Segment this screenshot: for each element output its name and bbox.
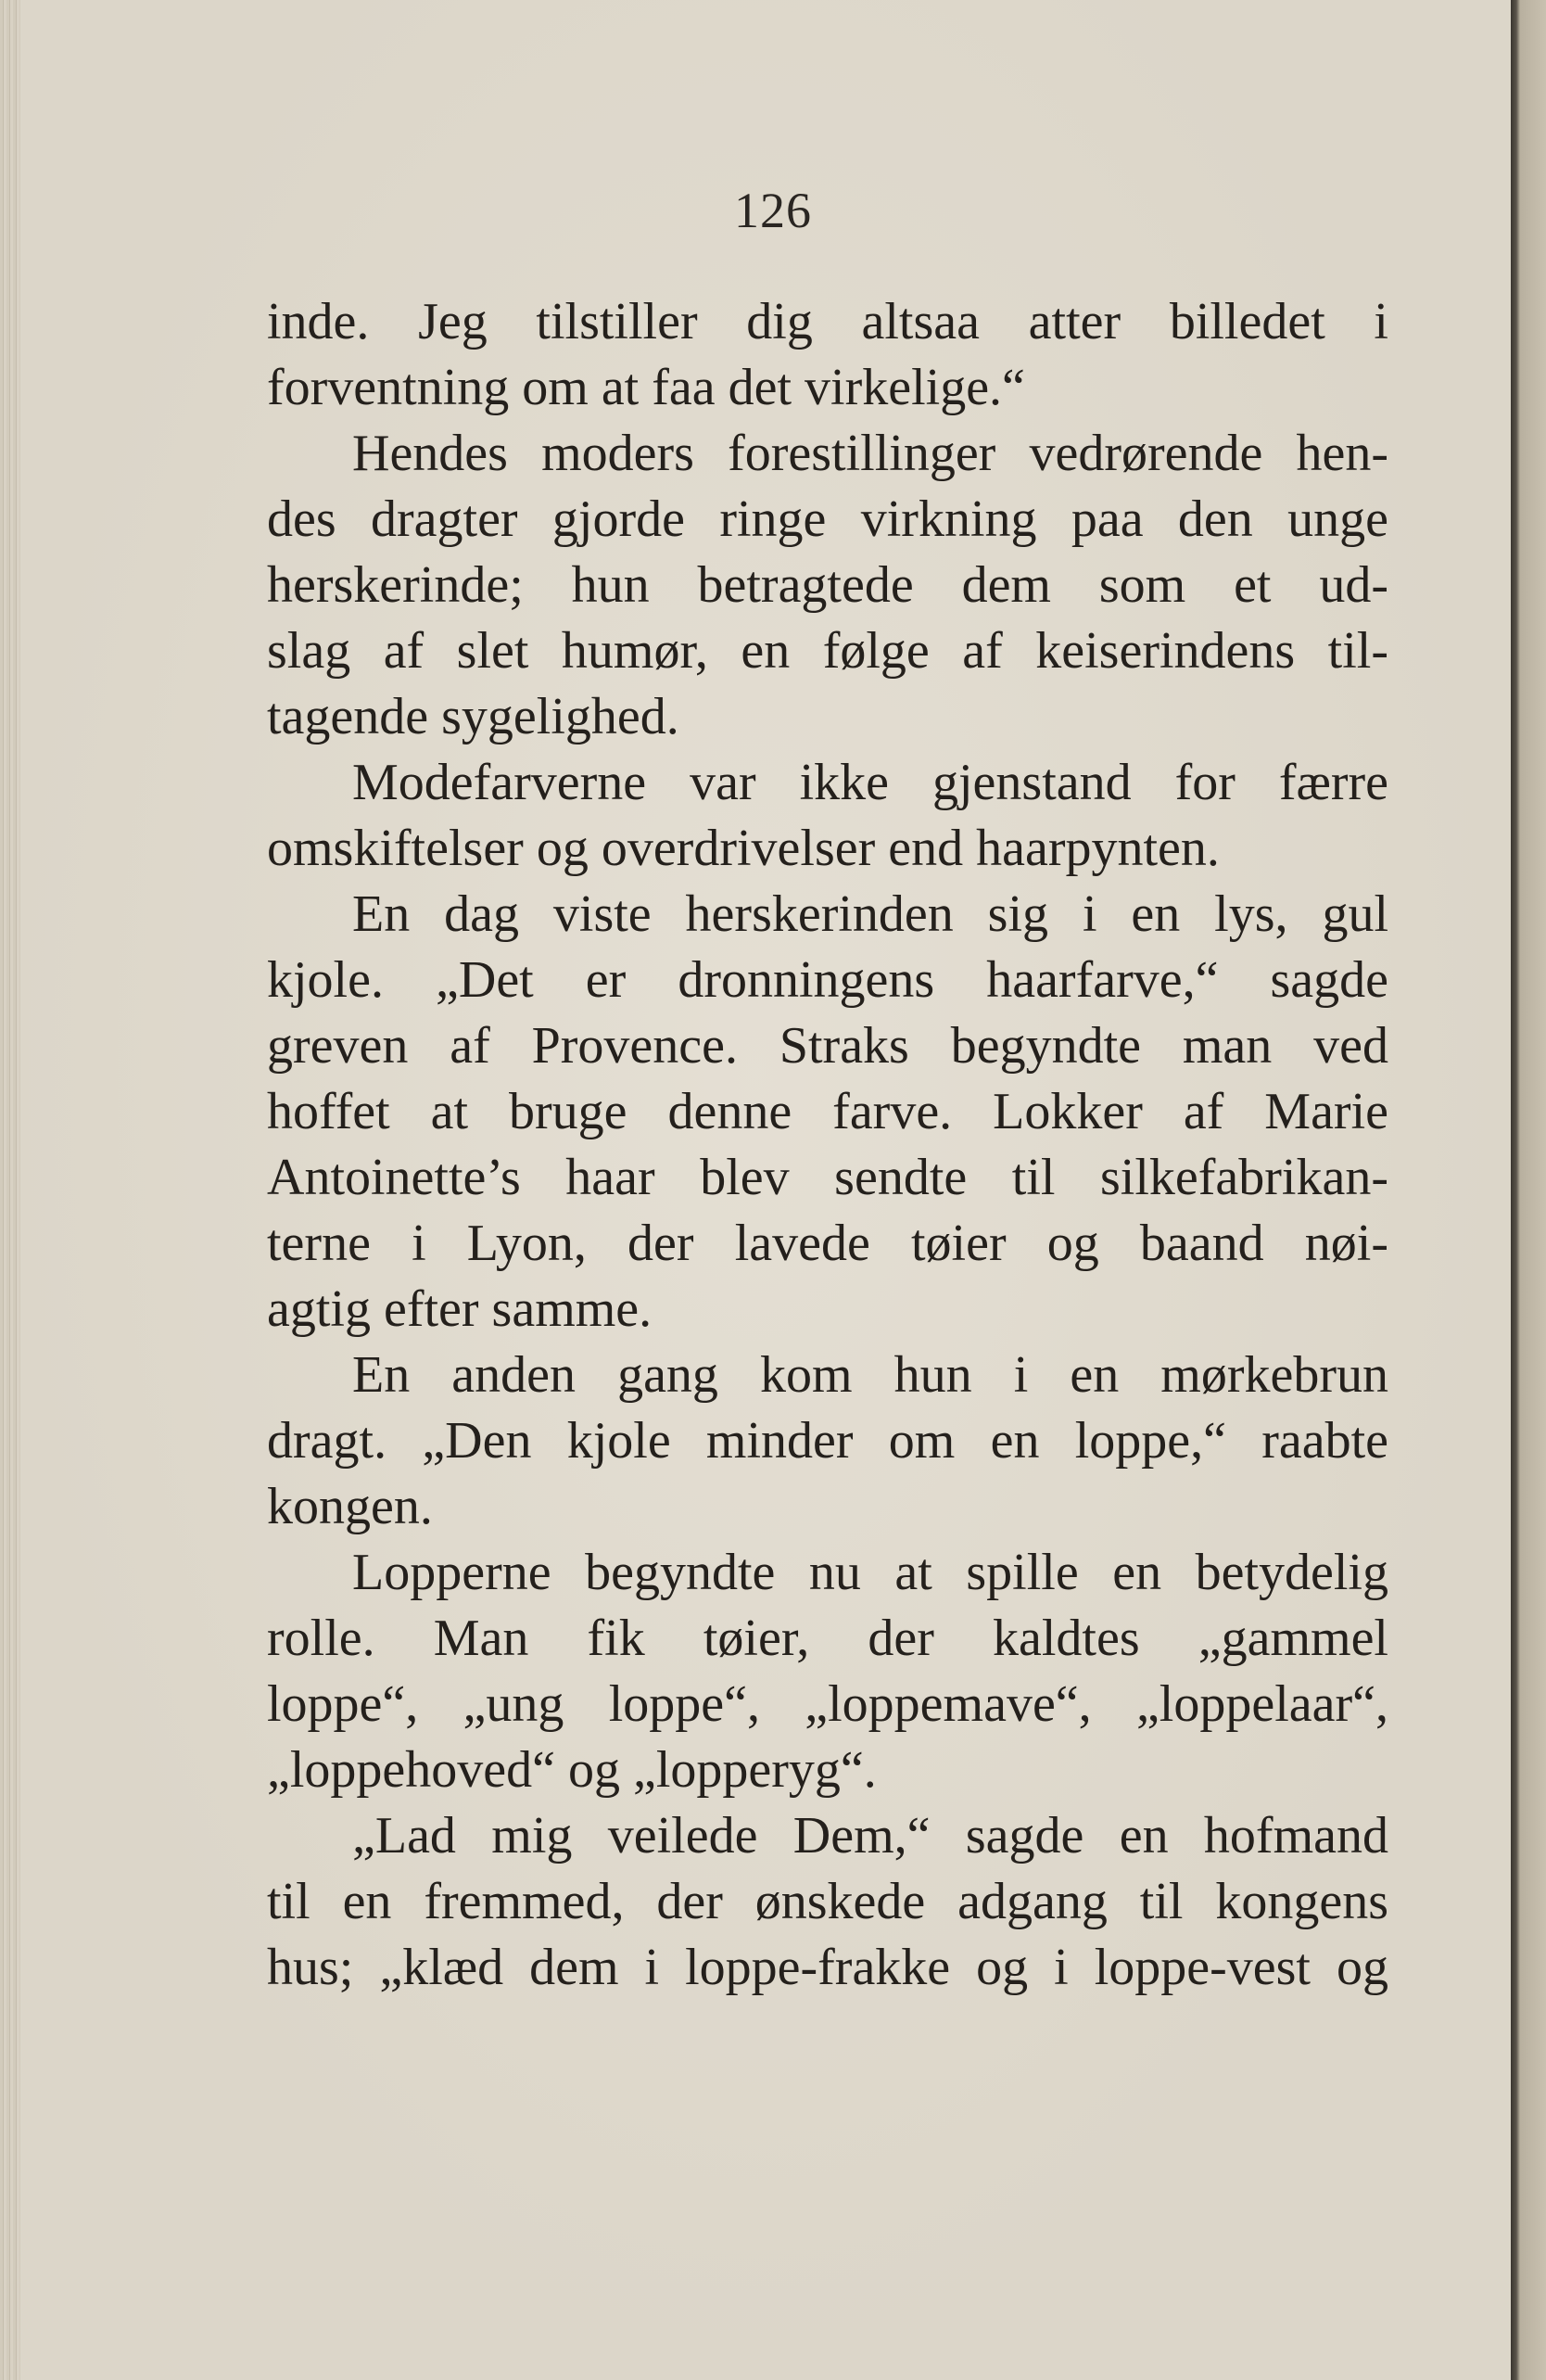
text-line: des dragter gjorde ringe virkning paa den unge — [267, 490, 1388, 548]
text-line: „loppehoved“ og „lopperyg“. — [267, 1741, 877, 1799]
text-line: hoffet at bruge denne farve. Lokker af Marie — [267, 1083, 1388, 1140]
text-line: Modefarverne var ikke gjenstand for færre — [352, 754, 1388, 811]
text-line: forventning om at faa det virkelige.“ — [267, 359, 1025, 416]
text-line: greven af Provence. Straks begyndte man ved — [267, 1017, 1388, 1075]
text-line: terne i Lyon, der lavede tøier og baand nøi- — [267, 1215, 1388, 1272]
text-line: hus; „klæd dem i loppe-frakke og i loppe-vest og — [267, 1939, 1388, 1996]
text-line: En dag viste herskerinden sig i en lys, gul — [352, 885, 1388, 943]
text-line: kongen. — [267, 1478, 433, 1535]
page-number: 126 — [734, 183, 812, 238]
text-line: Hendes moders forestillinger vedrørende hen- — [352, 425, 1388, 482]
text-line: inde. Jeg tilstiller dig altsaa atter billedet i — [267, 293, 1388, 350]
text-line: „Lad mig veilede Dem,“ sagde en hofmand — [352, 1807, 1388, 1865]
text-line: rolle. Man fik tøier, der kaldtes „gammel — [267, 1610, 1388, 1667]
page-left-edge — [0, 0, 20, 2380]
text-line: agtig efter samme. — [267, 1280, 653, 1338]
book-spine-edge — [1511, 0, 1546, 2380]
text-line: kjole. „Det er dronningens haarfarve,“ sagde — [267, 951, 1388, 1009]
text-line: herskerinde; hun betragtede dem som et ud- — [267, 556, 1388, 614]
text-line: tagende sygelighed. — [267, 688, 679, 745]
text-line: dragt. „Den kjole minder om en loppe,“ raabte — [267, 1412, 1388, 1470]
text-line: Antoinette’s haar blev sendte til silkefabrikan- — [267, 1149, 1388, 1206]
text-line: til en fremmed, der ønskede adgang til kongens — [267, 1873, 1388, 1930]
text-line: omskiftelser og overdrivelser end haarpynten. — [267, 820, 1220, 877]
text-line: Lopperne begyndte nu at spille en betydelig — [352, 1544, 1388, 1601]
body-text — [267, 289, 1388, 2001]
text-line: En anden gang kom hun i en mørkebrun — [352, 1346, 1388, 1404]
text-line: slag af slet humør, en følge af keiserindens til- — [267, 622, 1388, 680]
text-line: loppe“, „ung loppe“, „loppemave“, „loppelaar“, — [267, 1675, 1388, 1733]
